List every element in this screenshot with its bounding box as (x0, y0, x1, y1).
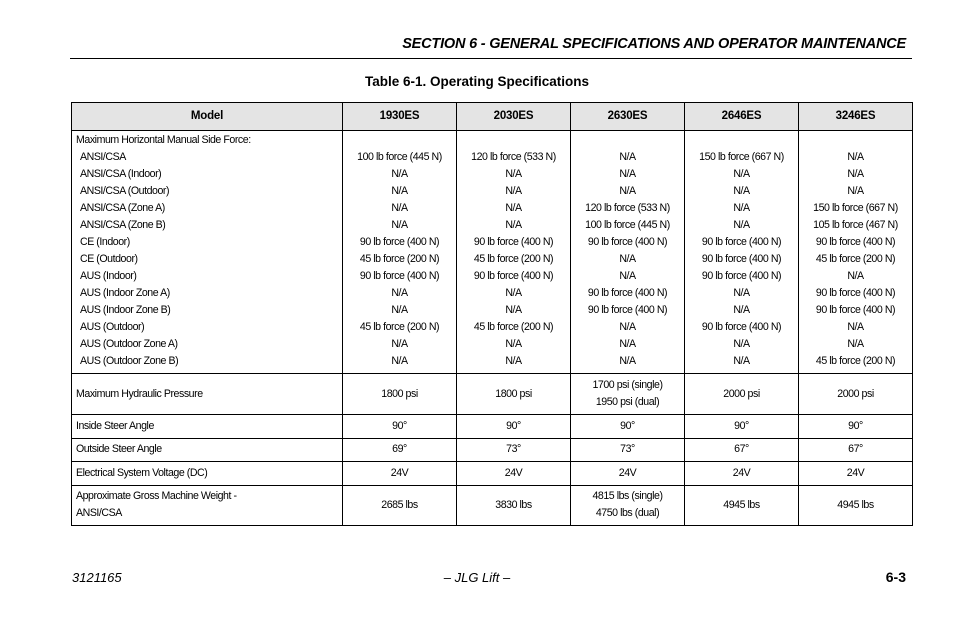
hydraulic-value-line: 1800 psi (495, 387, 532, 400)
side-force-value: N/A (619, 355, 636, 367)
side-force-value: N/A (733, 185, 750, 197)
side-force-value: 90 lb force (400 N) (701, 253, 782, 265)
column-header-1930es: 1930ES (343, 103, 457, 131)
side-force-value: 90 lb force (400 N) (701, 236, 782, 248)
side-force-sublabels (76, 149, 340, 370)
side-force-value: N/A (847, 270, 864, 282)
inside-steer-2630es: 90° (571, 415, 685, 439)
side-force-value: N/A (391, 185, 408, 197)
side-force-value: N/A (733, 304, 750, 316)
side-force-value: N/A (505, 219, 522, 231)
machine-weight-label (72, 485, 343, 525)
side-force-value: 90 lb force (400 N) (359, 236, 440, 248)
side-force-value: N/A (391, 219, 408, 231)
voltage-3246es: 24V (799, 462, 913, 486)
side-force-values-1930es (343, 131, 457, 374)
side-force-value: N/A (619, 168, 636, 180)
side-force-value: N/A (505, 304, 522, 316)
side-force-sublabel: AUS (Outdoor Zone B) (80, 355, 179, 367)
side-force-value: 90 lb force (400 N) (359, 270, 440, 282)
side-force-sublabel: AUS (Indoor Zone B) (80, 304, 171, 316)
side-force-sublabel: ANSI/CSA (Zone B) (80, 219, 166, 231)
side-force-value: 90 lb force (400 N) (701, 270, 782, 282)
side-force-value: 45 lb force (200 N) (359, 321, 440, 333)
outside-steer-2646es: 67° (685, 438, 799, 462)
side-force-value: N/A (391, 304, 408, 316)
inside-steer-2646es: 90° (685, 415, 799, 439)
side-force-values-2030es (457, 131, 571, 374)
side-force-value: 90 lb force (400 N) (701, 321, 782, 333)
side-force-value: N/A (733, 202, 750, 214)
inside-steer-label: Inside Steer Angle (72, 415, 343, 439)
side-force-sublabel: ANSI/CSA (80, 151, 126, 163)
hydraulic-value-line: 1700 psi (single) (592, 379, 663, 391)
side-force-value: N/A (391, 338, 408, 350)
side-force-label-cell (72, 131, 343, 374)
weight-value-line: 2685 lbs (381, 498, 418, 511)
side-force-sublabel: AUS (Outdoor Zone A) (80, 338, 178, 350)
hydraulic-value-line: 1950 psi (dual) (595, 396, 660, 408)
inside-steer-3246es: 90° (799, 415, 913, 439)
inside-steer-row (72, 415, 913, 439)
side-force-value: N/A (505, 338, 522, 350)
side-force-value: 90 lb force (400 N) (473, 236, 554, 248)
outside-steer-3246es: 67° (799, 438, 913, 462)
hydraulic-value-line: 1800 psi (381, 387, 418, 400)
hydraulic-pressure-3246es (799, 374, 913, 415)
voltage-2630es: 24V (571, 462, 685, 486)
side-force-value: 100 lb force (445 N) (357, 151, 442, 163)
machine-weight-2646es (685, 485, 799, 525)
side-force-value: 105 lb force (467 N) (813, 219, 898, 231)
operating-specifications-table (71, 102, 913, 526)
hydraulic-pressure-row (72, 374, 913, 415)
side-force-row (72, 131, 913, 374)
side-force-value: 45 lb force (200 N) (473, 321, 554, 333)
side-force-value: N/A (733, 338, 750, 350)
outside-steer-label: Outside Steer Angle (72, 438, 343, 462)
header-rule (70, 58, 912, 59)
side-force-value: 150 lb force (667 N) (699, 151, 784, 163)
side-force-value: N/A (505, 185, 522, 197)
table-title: Table 6-1. Operating Specifications (364, 74, 590, 89)
side-force-value: N/A (619, 185, 636, 197)
side-force-value: N/A (733, 219, 750, 231)
side-force-value: N/A (619, 321, 636, 333)
side-force-value: N/A (391, 202, 408, 214)
side-force-value: 90 lb force (400 N) (473, 270, 554, 282)
side-force-value: 45 lb force (200 N) (815, 355, 896, 367)
side-force-sublabel: AUS (Indoor) (80, 270, 137, 282)
side-force-value: 45 lb force (200 N) (359, 253, 440, 265)
side-force-value: N/A (505, 168, 522, 180)
machine-weight-label-line-2: ANSI/CSA (76, 507, 122, 519)
side-force-value: N/A (847, 338, 864, 350)
side-force-heading: Maximum Horizontal Manual Side Force: (76, 134, 251, 146)
side-force-value: 100 lb force (445 N) (585, 219, 670, 231)
side-force-value: N/A (391, 287, 408, 299)
side-force-value: N/A (847, 151, 864, 163)
side-force-value: 90 lb force (400 N) (587, 287, 668, 299)
voltage-label: Electrical System Voltage (DC) (72, 462, 343, 486)
column-header-model: Model (72, 103, 343, 131)
side-force-value: N/A (505, 355, 522, 367)
column-header-2646es: 2646ES (685, 103, 799, 131)
side-force-value: 90 lb force (400 N) (815, 304, 896, 316)
side-force-value: N/A (733, 168, 750, 180)
weight-value-line: 3830 lbs (495, 498, 532, 511)
inside-steer-1930es: 90° (343, 415, 457, 439)
inside-steer-2030es: 90° (457, 415, 571, 439)
side-force-value: N/A (619, 253, 636, 265)
side-force-values-3246es (799, 131, 913, 374)
hydraulic-pressure-1930es (343, 374, 457, 415)
side-force-sublabel: ANSI/CSA (Zone A) (80, 202, 165, 214)
voltage-2030es: 24V (457, 462, 571, 486)
side-force-value: N/A (391, 168, 408, 180)
side-force-value: 120 lb force (533 N) (471, 151, 556, 163)
side-force-sublabel: ANSI/CSA (Indoor) (80, 168, 162, 180)
machine-weight-3246es (799, 485, 913, 525)
column-header-2630es: 2630ES (571, 103, 685, 131)
side-force-value: 45 lb force (200 N) (815, 253, 896, 265)
hydraulic-pressure-2630es (571, 374, 685, 415)
side-force-value: N/A (391, 355, 408, 367)
side-force-value: 90 lb force (400 N) (815, 236, 896, 248)
side-force-sublabel: ANSI/CSA (Outdoor) (80, 185, 170, 197)
machine-weight-1930es (343, 485, 457, 525)
side-force-sublabel: AUS (Outdoor) (80, 321, 145, 333)
hydraulic-value-line: 2000 psi (723, 387, 760, 400)
weight-value-line: 4815 lbs (single) (592, 490, 663, 502)
hydraulic-pressure-label: Maximum Hydraulic Pressure (72, 374, 343, 415)
voltage-row (72, 462, 913, 486)
side-force-value: N/A (505, 202, 522, 214)
side-force-value: 90 lb force (400 N) (587, 236, 668, 248)
side-force-value: N/A (847, 321, 864, 333)
side-force-value: N/A (733, 287, 750, 299)
column-header-2030es: 2030ES (457, 103, 571, 131)
hydraulic-value-line: 2000 psi (837, 387, 874, 400)
side-force-value: N/A (847, 185, 864, 197)
voltage-1930es: 24V (343, 462, 457, 486)
footer-brand: – JLG Lift – (443, 570, 511, 585)
side-force-value: N/A (847, 168, 864, 180)
side-force-values-2646es (685, 131, 799, 374)
outside-steer-row (72, 438, 913, 462)
page-number: 6-3 (885, 569, 906, 585)
weight-value-line: 4945 lbs (723, 498, 760, 511)
side-force-value: 45 lb force (200 N) (473, 253, 554, 265)
voltage-2646es: 24V (685, 462, 799, 486)
machine-weight-2030es (457, 485, 571, 525)
side-force-value: 90 lb force (400 N) (587, 304, 668, 316)
table-header-row (72, 103, 913, 131)
outside-steer-2630es: 73° (571, 438, 685, 462)
machine-weight-row (72, 485, 913, 525)
outside-steer-1930es: 69° (343, 438, 457, 462)
document-number: 3121165 (72, 570, 122, 585)
side-force-value: 90 lb force (400 N) (815, 287, 896, 299)
machine-weight-label-line-1: Approximate Gross Machine Weight - (76, 490, 237, 502)
side-force-values-2630es (571, 131, 685, 374)
weight-value-line: 4945 lbs (837, 498, 874, 511)
hydraulic-pressure-2646es (685, 374, 799, 415)
side-force-value: 150 lb force (667 N) (813, 202, 898, 214)
column-header-3246es: 3246ES (799, 103, 913, 131)
side-force-sublabel: AUS (Indoor Zone A) (80, 287, 170, 299)
side-force-sublabel: CE (Indoor) (80, 236, 130, 248)
side-force-value: 120 lb force (533 N) (585, 202, 670, 214)
hydraulic-pressure-2030es (457, 374, 571, 415)
side-force-value: N/A (619, 151, 636, 163)
side-force-value: N/A (505, 287, 522, 299)
side-force-value: N/A (619, 338, 636, 350)
machine-weight-2630es (571, 485, 685, 525)
weight-value-line: 4750 lbs (dual) (595, 507, 660, 519)
side-force-value: N/A (733, 355, 750, 367)
side-force-sublabel: CE (Outdoor) (80, 253, 138, 265)
section-title: SECTION 6 - GENERAL SPECIFICATIONS AND OPERATOR MAINTENANCE (402, 36, 906, 52)
side-force-value: N/A (619, 270, 636, 282)
outside-steer-2030es: 73° (457, 438, 571, 462)
